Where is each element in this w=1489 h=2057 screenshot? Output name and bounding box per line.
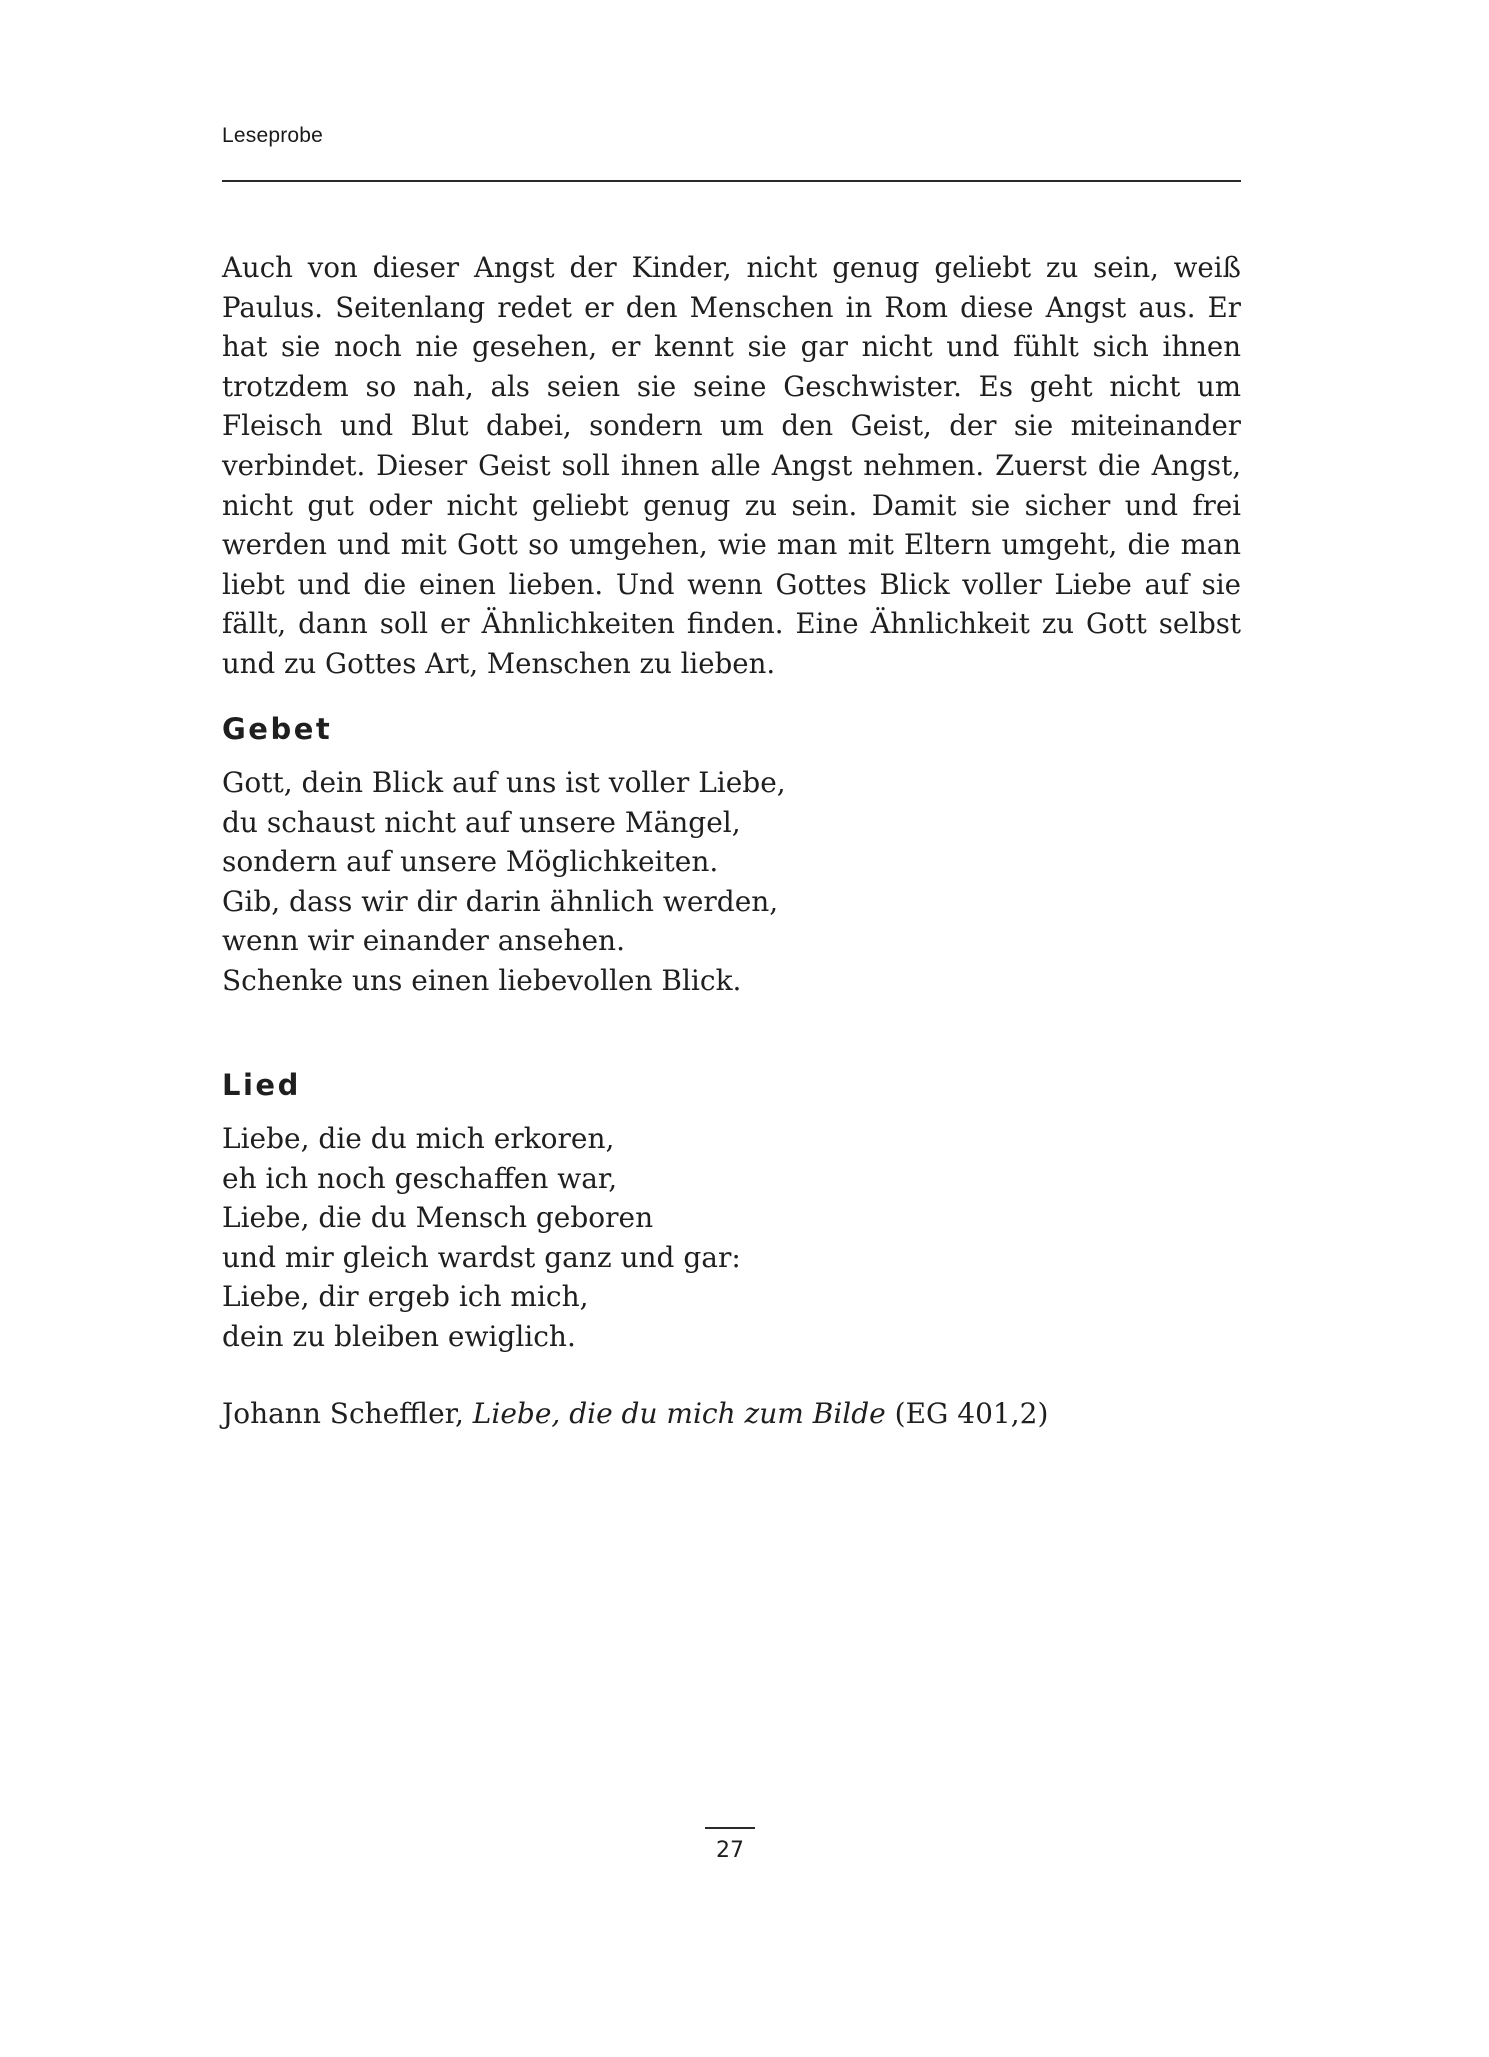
- prayer-line: Gott, dein Blick auf uns ist voller Liebe,: [222, 766, 786, 799]
- running-header: Leseprobe: [222, 124, 324, 147]
- prayer-line: Gib, dass wir dir darin ähnlich werden,: [222, 884, 779, 918]
- prayer-line: Schenke uns einen liebevollen Blick.: [222, 963, 742, 997]
- body-paragraph: Auch von dieser Angst der Kinder, nicht genug geliebt zu sein, weiß Paulus. Seitenlang redet er den Menschen in Rom diese Angst aus. Er hat sie noch nie gesehen, er kennt sie gar nicht und fühlt sich ihnen trotzdem so nah, als seien sie seine Geschwister. Es geht nicht um Fleisch und Blut dabei, sondern um den Geist, der sie miteinander verbindet. Dieser Geist soll ihnen alle Angst nehmen. Zuerst die Angst, nicht gut oder nicht geliebt genug zu sein. Damit sie sicher und frei werden und mit Gott so umgehen, wie man mit Eltern umgeht, die man liebt und die einen lieben. Und wenn Gottes Blick voller Liebe auf sie fällt, dann soll er Ähnlichkeiten finden. Eine Ähnlichkeit zu Gott selbst und zu Gottes Art, Menschen zu lieben.: [222, 251, 1241, 680]
- prayer-line: sondern auf unsere Möglichkeiten.: [222, 845, 719, 879]
- citation-author: Johann Scheffler,: [222, 1397, 473, 1430]
- page-number-rule: [705, 1827, 755, 1829]
- prayer-line: wenn wir einander ansehen.: [222, 924, 625, 958]
- prayer-text: [222, 763, 786, 1001]
- hymn-line: Liebe, die du mich erkoren,: [222, 1122, 615, 1155]
- page-number: 27: [716, 1838, 744, 1863]
- prayer-line: du schaust nicht auf unsere Mängel,: [222, 805, 741, 839]
- hymn-line: dein zu bleiben ewiglich.: [222, 1319, 576, 1353]
- hymn-line: und mir gleich wardst ganz und gar:: [222, 1240, 741, 1274]
- citation-reference: (EG 401,2): [885, 1397, 1049, 1430]
- hymn-citation: [222, 1394, 1048, 1434]
- header-rule: [222, 180, 1241, 182]
- hymn-text: [222, 1119, 741, 1357]
- hymn-line: eh ich noch geschaffen war,: [222, 1161, 618, 1195]
- hymn-line: Liebe, dir ergeb ich mich,: [222, 1280, 589, 1314]
- section-heading-gebet: Gebet: [222, 712, 333, 746]
- section-heading-lied: Lied: [222, 1068, 301, 1102]
- citation-title: Liebe, die du mich zum Bilde: [472, 1397, 886, 1430]
- hymn-line: Liebe, die du Mensch geboren: [222, 1201, 654, 1235]
